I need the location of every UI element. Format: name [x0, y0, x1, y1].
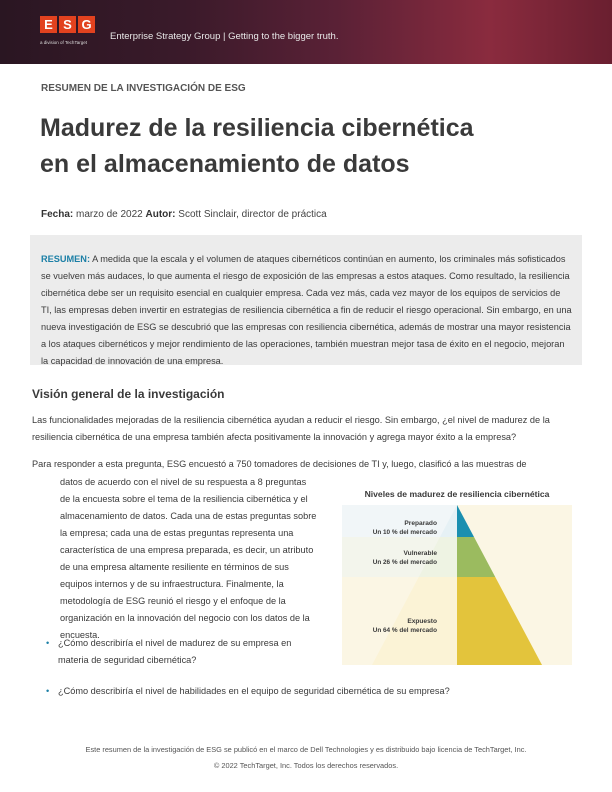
- dateline: [41, 209, 327, 220]
- bullet-text-1: ¿Cómo describiría el nivel de madurez de su empresa en materia de seguridad cibernética?: [58, 638, 292, 665]
- pyramid-svg: [336, 481, 578, 669]
- chart-title: Niveles de madurez de resiliencia cibernética: [364, 489, 550, 499]
- tier-share-preparado: Un 10 % del mercado: [372, 529, 437, 536]
- overview-paragraph-2-rest: datos de acuerdo con el nivel de su respuesta a 8 preguntas de la encuesta sobre el tema de la resiliencia cibernética y el almacenamiento de datos. Cada una de estas preguntas sobre la empresa; cada una de estas preguntas representa una característica de una empresa preparada, es decir, un atributo de una empresa altamente resiliente en términos de sus equipos internos y de su infraestructura. Finalmente, la metodología de ESG reunió el riesgo y el enfoque de la organización en la innovación del negocio con los datos de la encuesta.: [60, 477, 317, 640]
- author-label: Autor:: [145, 209, 176, 220]
- date-label: Fecha:: [41, 209, 74, 220]
- tier-label-preparado: Preparado: [404, 520, 437, 527]
- header-tagline: Enterprise Strategy Group | Getting to the bigger truth.: [110, 31, 339, 42]
- summary-label: RESUMEN:: [41, 254, 91, 264]
- tier-label-vulnerable: Vulnerable: [403, 550, 437, 557]
- list-item: [46, 683, 558, 700]
- list-item: [46, 635, 318, 669]
- bullet-text-2: ¿Cómo describiría el nivel de habilidades en el equipo de seguridad cibernética de su empresa?: [58, 686, 450, 696]
- esg-logo[interactable]: [40, 16, 96, 50]
- overview-paragraph-1: Las funcionalidades mejoradas de la resiliencia cibernética ayudan a reducir el riesgo. Sin embargo, ¿el nivel de madurez de la resiliencia cibernética de una empresa también afecta positivamente la innovación y agrega mayor éxito a la empresa?: [32, 415, 550, 442]
- author-value: Scott Sinclair, director de práctica: [178, 209, 327, 220]
- page-title: [40, 110, 580, 182]
- section-heading: Visión general de la investigación: [32, 387, 225, 401]
- tier-share-expuesto: Un 64 % del mercado: [372, 627, 437, 634]
- header-banner: [0, 0, 612, 64]
- summary-box: [30, 235, 582, 365]
- bullet-icon: •: [46, 686, 50, 696]
- tier-share-vulnerable: Un 26 % del mercado: [372, 559, 437, 566]
- footer-line-1: Este resumen de la investigación de ESG se publicó en el marco de Dell Technologies y es distribuido bajo licencia de TechTarget, Inc.: [85, 745, 527, 754]
- footer: [0, 742, 612, 774]
- bullet-icon: •: [46, 638, 50, 648]
- logo-subtitle: a division of TechTarget: [40, 40, 87, 45]
- logo-letter-g: G: [78, 16, 95, 33]
- summary-text: A medida que la escala y el volumen de ataques cibernéticos continúan en aumento, los criminales más sofisticados se vuelven más audaces, lo que aumenta el riesgo de exposición de las empresas a estos ataques. Como resultado, la resiliencia cibernética debe ser un requisito esencial en cualquier empresa. Cada vez más, cada vez mayor de los equipos de servicios de TI, las empresas deben invertir en estrategias de resiliencia cibernética a fin de reducir el riesgo operacional. Sin embargo, en una nueva investigación de ESG se descubrió que las empresas con resiliencia cibernética, además de mostrar una mayor resistencia a los ataques cibernéticos y mejor rendimiento de las operaciones, también muestran mejor tasa de éxito en el negocio, mejoran la capacidad de innovación de una empresa.: [41, 254, 572, 366]
- tier-label-expuesto: Expuesto: [407, 618, 437, 625]
- title-line-2: en el almacenamiento de datos: [40, 150, 410, 178]
- date-value: marzo de 2022: [76, 209, 143, 220]
- overview-paragraph-2-lead: Para responder a esta pregunta, ESG encuestó a 750 tomadores de decisiones de TI y, luego, clasificó a las muestras de: [32, 459, 527, 469]
- logo-letter-e: E: [40, 16, 57, 33]
- summary-paragraph: [41, 251, 572, 370]
- title-line-1: Madurez de la resiliencia cibernética: [40, 114, 474, 142]
- maturity-pyramid-chart: [336, 481, 578, 669]
- footer-line-2: © 2022 TechTarget, Inc. Todos los derechos reservados.: [213, 761, 399, 770]
- logo-letter-s: S: [59, 16, 76, 33]
- eyebrow-label: RESUMEN DE LA INVESTIGACIÓN DE ESG: [41, 83, 246, 94]
